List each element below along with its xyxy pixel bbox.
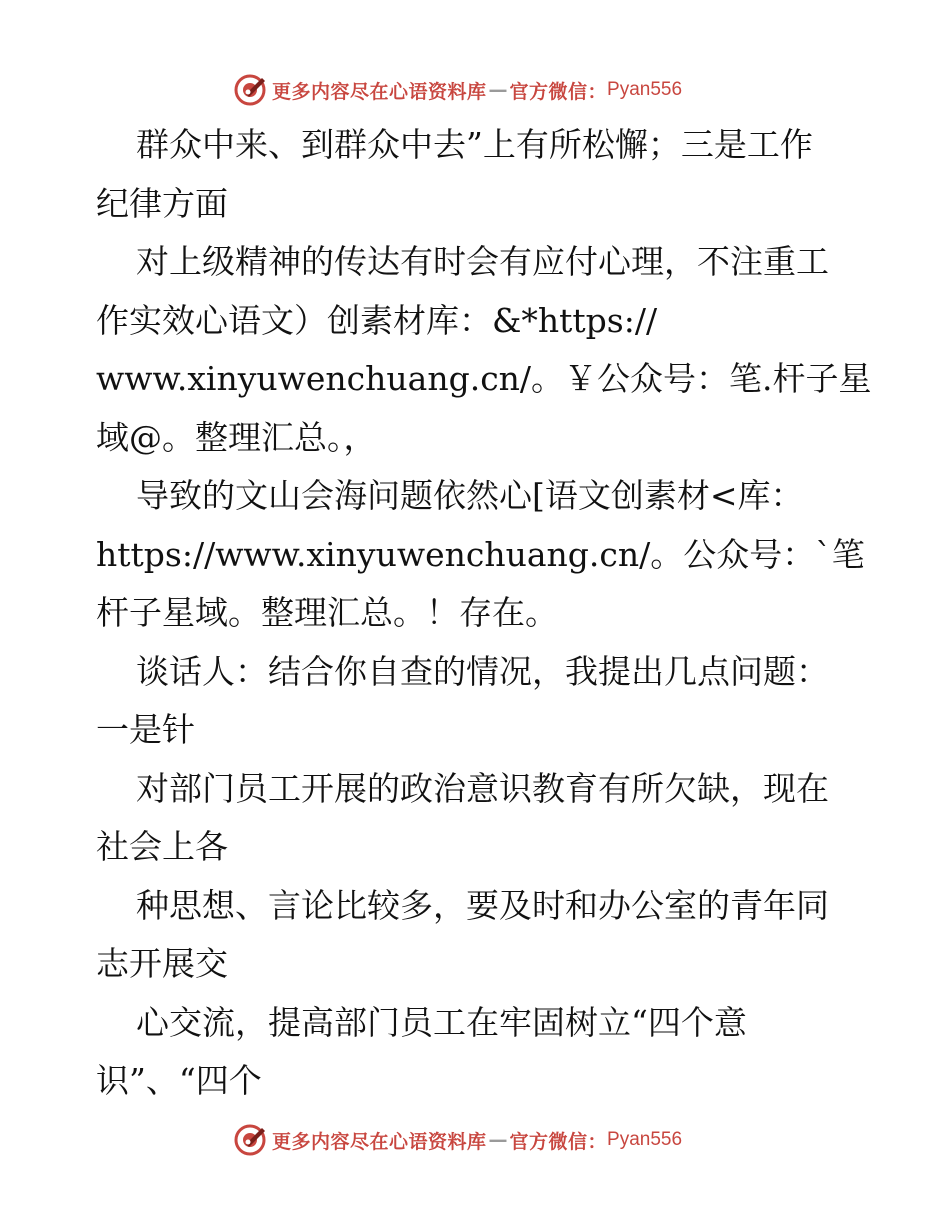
body-line: 心交流，提高部门员工在牢固树立“四个意 — [136, 1002, 747, 1042]
footer-text: 更多内容尽在心语资料库 — [272, 1130, 487, 1153]
body-line: 社会上各 — [96, 827, 228, 866]
footer-contact: 官方微信： — [509, 1130, 608, 1153]
body-line: 志开展交 — [96, 944, 228, 983]
header-dash: — — [488, 79, 508, 101]
body-line: 一是针 — [96, 710, 195, 749]
body-line: 导致的文山会海问题依然心[语文创素材<库： — [136, 476, 804, 515]
footer-dash: — — [488, 1129, 508, 1151]
footer-id: Pyan556 — [607, 1129, 683, 1150]
body-line: 群众中来、到群众中去”上有所松懈；三是工作 — [136, 125, 813, 164]
body-line: 对部门员工开展的政治意识教育有所欠缺，现在 — [136, 768, 829, 808]
header-id: Pyan556 — [607, 79, 683, 100]
body-line: 纪律方面 — [96, 183, 228, 223]
document-body — [96, 116, 872, 1111]
body-line: www.xinyuwenchuang.cn/。￥公众号：笔.杆子星 — [96, 359, 872, 398]
body-line: 识”、“四个 — [96, 1061, 262, 1100]
pen-logo-icon — [232, 1122, 268, 1158]
body-line: 作实效心语文）创素材库：&*https:// — [96, 300, 658, 340]
pen-logo-icon — [232, 72, 268, 108]
body-line: https://www.xinyuwenchuang.cn/。公众号：`笔 — [96, 534, 865, 574]
body-line: 谈话人：结合你自查的情况，我提出几点问题： — [136, 651, 829, 691]
body-line: 域@。整理汇总。， — [96, 417, 377, 457]
body-line: 杆子星域。整理汇总。！存在。 — [96, 593, 558, 632]
body-line: 种思想、言论比较多，要及时和办公室的青年同 — [136, 885, 829, 925]
body-line: 对上级精神的传达有时会有应付心理，不注重工 — [136, 242, 829, 281]
header-text: 更多内容尽在心语资料库 — [272, 80, 487, 103]
header-contact: 官方微信： — [509, 80, 608, 103]
header-banner — [232, 70, 712, 110]
footer-banner — [232, 1120, 712, 1160]
